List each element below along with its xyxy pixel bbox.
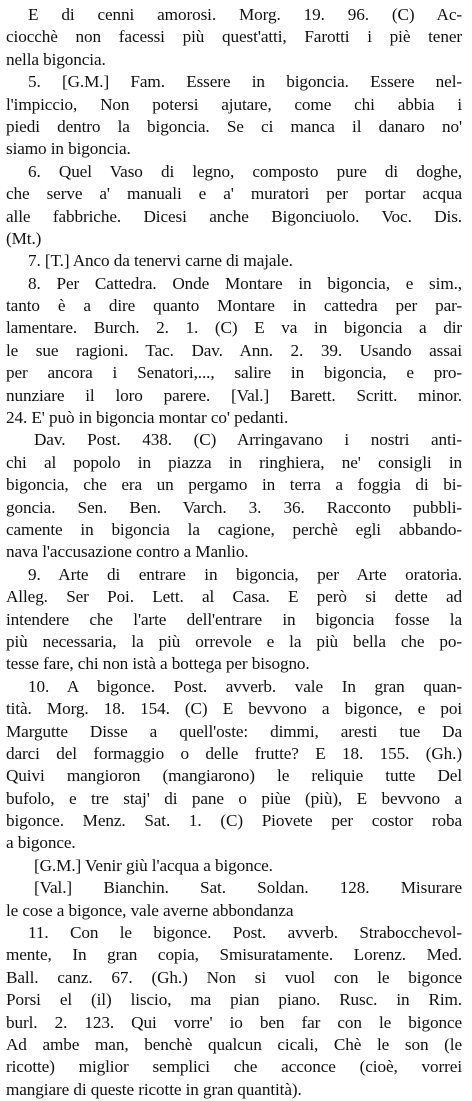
text-line: 24. E' può in bigoncia montar co' pedanti. <box>6 408 289 428</box>
text-line: ricotte) miglior semplici che acconce (cioè, vorrei <box>6 1057 462 1077</box>
text-line: nava l'accusazione contro a Manlio. <box>6 542 249 562</box>
text-line: lamentare. Burch. 2. 1. (C) E va in bigoncia a dir <box>6 318 462 338</box>
text-line: chi al popolo in piazza in ringhiera, ne' consigli in <box>6 452 462 472</box>
text-line: tità. Morg. 18. 154. (C) E bevvono a bigonce, e poi <box>6 699 462 719</box>
text-line: più necessaria, la più orrevole e la più bella che po- <box>6 631 462 651</box>
text-line: a bigonce. <box>6 833 76 853</box>
text-line: 10. A bigonce. Post. avverb. vale In gran quan- <box>28 676 462 696</box>
text-line: tesse fare, chi non istà a bottega per bisogno. <box>6 654 310 674</box>
text-line: che serve a' manuali e a' muratori per portar acqua <box>6 184 462 204</box>
text-line: per ancora i Senatori,..., salire in bigoncia, e pro- <box>6 363 462 383</box>
text-line: ciocchè non facessi più quest'atti, Farotti i piè tener <box>6 27 462 47</box>
text-line: piedi dentro la bigoncia. Se ci manca il danaro no' <box>6 116 462 136</box>
text-line: [G.M.] Venir giù l'acqua a bigonce. <box>34 855 273 875</box>
text-line: bigonce. Menz. Sat. 1. (C) Piovete per costor roba <box>6 811 462 831</box>
text-line: 5. [G.M.] Fam. Essere in bigoncia. Essere nel- <box>28 72 462 92</box>
text-line: 9. Arte di entrare in bigoncia, per Arte oratoria. <box>28 564 462 584</box>
text-line: E di cenni amorosi. Morg. 19. 96. (C) Ac- <box>28 5 462 24</box>
text-line: burl. 2. 123. Qui vorre' io ben far con le bigonce <box>6 1012 462 1032</box>
text-line: siamo in bigoncia. <box>6 139 131 159</box>
text-line: Quivi mangioron (mangiarono) le reliquie tutte Del <box>6 766 462 786</box>
text-line: 11. Con le bigonce. Post. avverb. Strabocchevol- <box>28 923 462 943</box>
text-line: [Val.] Bianchin. Sat. Soldan. 128. Misurare <box>34 878 462 898</box>
text-line: intendere che l'arte dell'entrare in bigoncia fosse la <box>6 609 462 629</box>
text-line: nunziare il loro parere. [Val.] Barett. Scritt. minor. <box>6 385 462 405</box>
text-line: Porsi el (il) liscio, ma pian piano. Rusc. in Rim. <box>6 990 462 1010</box>
text-line: Dav. Post. 438. (C) Arringavano i nostri anti- <box>34 430 462 450</box>
text-line: 6. Quel Vaso di legno, composto pure di doghe, <box>28 161 462 181</box>
text-line: Alleg. Ser Poi. Lett. al Casa. E però si dette ad <box>6 587 462 607</box>
text-line: goncia. Sen. Ben. Varch. 3. 36. Racconto pubbli- <box>6 497 462 517</box>
text-line: bigoncia, che era un pergamo in terra a foggia di bi- <box>6 475 462 495</box>
text-line: Margutte Disse a quell'oste: dimmi, aresti tue Da <box>6 721 462 741</box>
text-line: Ad ambe man, benchè qualcun cicali, Chè le son (le <box>6 1034 462 1054</box>
text-line: tanto è a dire quanto Montare in cattedra per par- <box>6 296 462 316</box>
text-line: le sue ragioni. Tac. Dav. Ann. 2. 39. Usando assai <box>6 340 462 360</box>
text-line: mangiare di queste ricotte in gran quantità). <box>6 1079 302 1099</box>
text-line: (Mt.) <box>6 228 42 248</box>
text-line: l'impiccio, Non potersi ajutare, come chi abbia i <box>6 94 462 114</box>
text-line: 7. [T.] Anco da tenervi carne di majale. <box>28 251 293 271</box>
text-line: nella bigoncia. <box>6 49 106 69</box>
text-line: Ball. canz. 67. (Gh.) Non si vuol con le bigonce <box>6 967 462 987</box>
text-line: 8. Per Cattedra. Onde Montare in bigoncia, e sim., <box>28 273 462 293</box>
text-line: mente, In gran copia, Smisuratamente. Lorenz. Med. <box>6 945 462 965</box>
text-line: le cose a bigonce, vale averne abbondanza <box>6 900 294 920</box>
text-line: bufolo, e tre staj' di pane o piùe (più), E bevvono a <box>6 788 462 808</box>
text-line: alle fabbriche. Dicesi anche Bigonciuolo. Voc. Dis. <box>6 206 462 226</box>
text-line: darci del formaggio o delle frutte? E 18. 155. (Gh.) <box>6 743 462 763</box>
text-line: camente in bigoncia la cagione, perchè egli abbando- <box>6 519 462 539</box>
